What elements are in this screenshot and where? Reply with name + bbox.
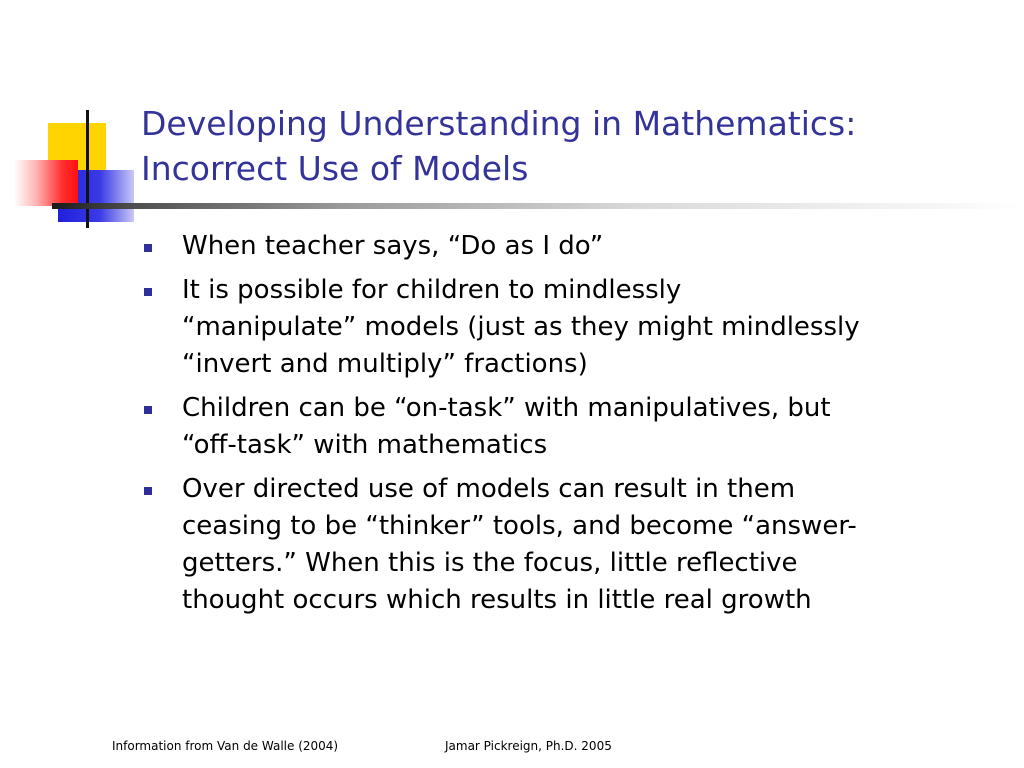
bullet-text-line: “invert and multiply” fractions) [182,349,588,379]
slide-title-line-2: Incorrect Use of Models [141,149,529,188]
bullet-text-line: ceasing to be “thinker” tools, and become “answer- [182,511,857,541]
title-underline-divider [52,203,1024,209]
decorative-red-gradient-bar [14,160,78,206]
bullet-text-line: “manipulate” models (just as they might mindlessly [182,312,860,342]
decorative-vertical-line [86,110,89,228]
bullet-text-line: thought occurs which results in little real growth [182,585,812,615]
bullet-text-line: “off-task” with mathematics [182,430,548,460]
square-bullet-icon [144,487,152,495]
slide-title-line-1: Developing Understanding in Mathematics: [141,104,857,143]
footer-source: Information from Van de Walle (2004) [112,739,339,753]
bullet-item [144,228,1004,265]
slide-title [141,101,1011,191]
bullet-item [144,272,1004,383]
bullet-text-line: Over directed use of models can result in them [182,474,796,504]
square-bullet-icon [144,288,152,296]
footer-author: Jamar Pickreign, Ph.D. 2005 [445,739,612,753]
bullet-text-line: Children can be “on-task” with manipulatives, but [182,393,831,423]
bullet-text-line: When teacher says, “Do as I do” [182,231,604,261]
bullet-list [144,228,1004,626]
bullet-text-line: It is possible for children to mindlessly [182,275,682,305]
bullet-text-line: getters.” When this is the focus, little reflective [182,548,798,578]
bullet-item [144,471,1004,619]
square-bullet-icon [144,406,152,414]
square-bullet-icon [144,244,152,252]
bullet-item [144,390,1004,464]
